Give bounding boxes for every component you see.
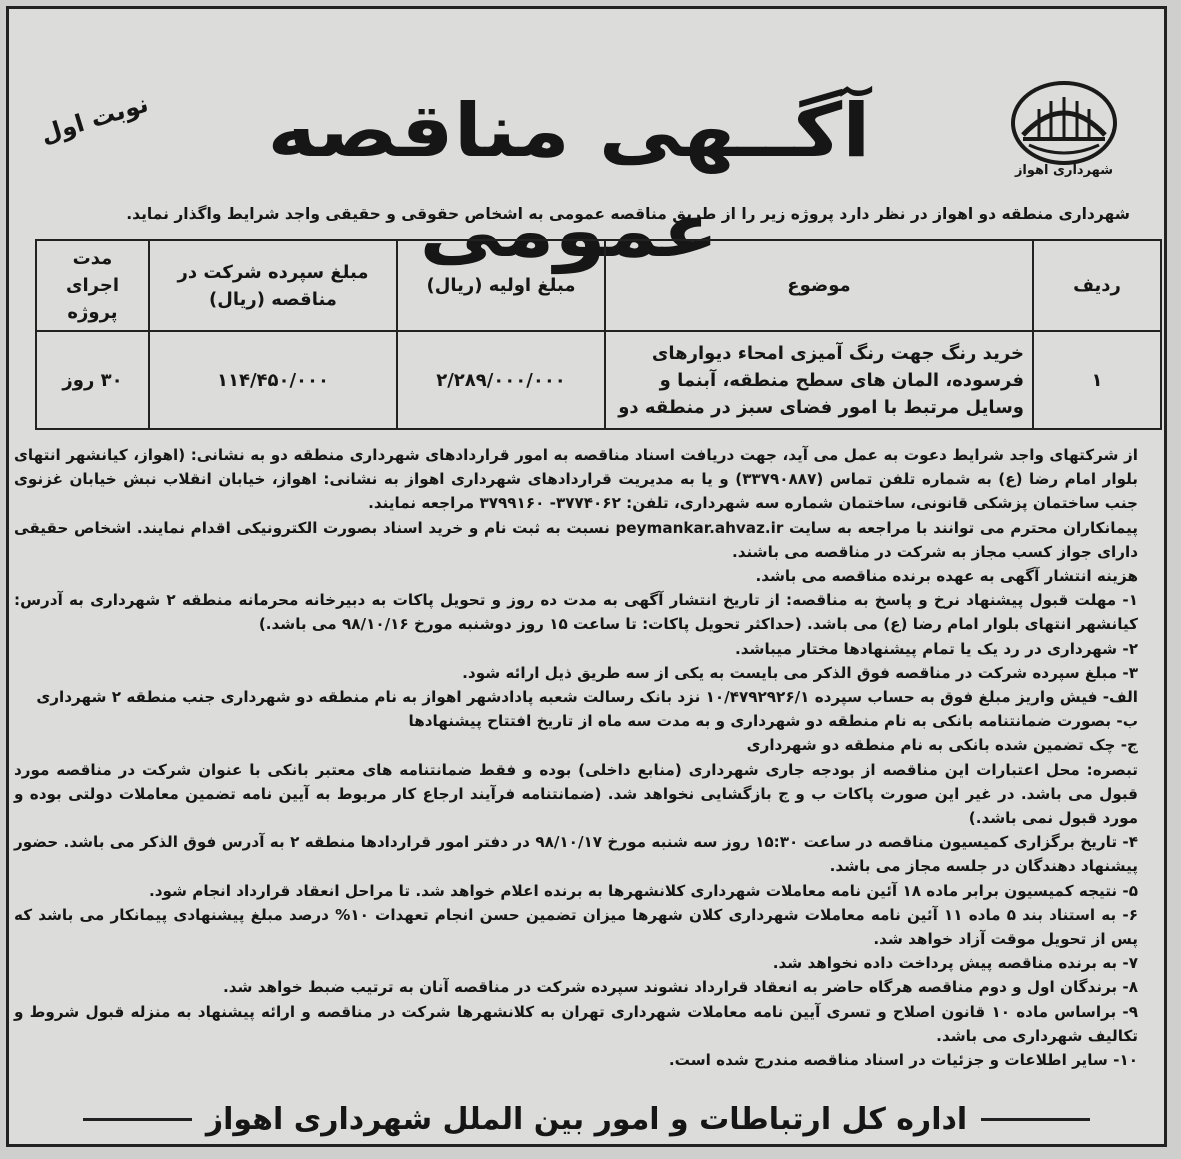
list-item: ۴- تاریخ برگزاری کمیسیون مناقصه در ساعت ۱۵:۳۰ روز سه شنبه مورخ ۹۸/۱۰/۱۷ در دفتر امور قراردادها منطقه ۲ به آدرس فوق الذکر می باشد. حضور پیشنهاد دهندگان در جلسه مجاز می باشد. bbox=[14, 833, 1138, 876]
list-item: ۷- به برنده مناقصه پیش پرداخت داده نخواهد شد. bbox=[772, 954, 1138, 973]
list-item: ۹- براساس ماده ۱۰ قانون اصلاح و تسری آیین نامه معاملات شهرداری تهران به کلانشهرها شرکت در مناقصه و ارائه پیشنهاد به منزله قبول شروط و تکالیف شهرداری می باشد. bbox=[14, 1002, 1139, 1045]
header-subject: موضوع bbox=[605, 240, 1033, 331]
bridge-icon bbox=[1009, 79, 1119, 167]
cell-duration: ۳۰ روز bbox=[36, 331, 149, 429]
page-title: آگــهی مناقصه عمومی bbox=[267, 88, 871, 274]
cell-initial-amount: ۲/۲۸۹/۰۰۰/۰۰۰ bbox=[397, 331, 605, 429]
list-item: ۲- شهرداری در رد یک یا تمام پیشنهادها مختار میباشد. bbox=[735, 639, 1138, 658]
website-text-after: نسبت به ثبت نام و خرید اسناد بصورت الکترونیکی اقدام نمایند. اشخاص حقیقی دارای جواز کسب مجاز به شرکت در مناقصه می باشند. bbox=[14, 518, 1138, 561]
list-item: ب- بصورت ضمانتنامه بانکی به نام منطقه دو شهرداری و به مدت سه ماه از تاریخ افتتاح پیشنهادها bbox=[408, 712, 1138, 731]
logo-caption: شهرداری اهواز bbox=[1014, 163, 1114, 178]
round-label: نوبت اول bbox=[37, 89, 152, 149]
tender-table bbox=[35, 239, 1162, 430]
intro-text: شهرداری منطقه دو اهواز در نظر دارد پروژه زیر را از طریق مناقصه عمومی به اشخاص حقوقی و حقیقی واجد شرایط واگذار نماید. bbox=[126, 205, 1130, 223]
website-link[interactable]: peymankar.ahvaz.ir bbox=[615, 518, 784, 537]
list-item: الف- فیش واریز مبلغ فوق به حساب سپرده ۱۰/۴۷۹۲۹۲۶/۱ نزد بانک رسالت شعبه پادادشهر اهواز به نام منطقه دو شهرداری جنب منطقه ۲ شهرداری bbox=[36, 688, 1138, 707]
cell-row-number: ۱ bbox=[1033, 331, 1161, 429]
cell-subject: خرید رنگ جهت رنگ آمیزی امحاء دیوارهای فرسوده، المان های سطح منطقه، آبنما و وسایل مرتبط با امور فضای سبز در منطقه دو bbox=[605, 331, 1033, 429]
contact-paragraph: از شرکتهای واجد شرایط دعوت به عمل می آید، جهت دریافت اسناد مناقصه به امور قراردادهای شهرداری منطقه دو به نشانی: (اهواز، کیانشهر انتهای بلوار امام رضا (ع) به شماره تلفن تماس (۳۳۷۹۰۸۸۷) و یا به مدیریت قراردادهای شهرداری اهواز به نشانی: اهواز، خیابان انقلاب نبش خیابان غزنوی جنب ساختمان پزشکی قانونی، ساختمان شماره سه شهرداری، تلفن: ۳۷۷۴۰۶۲- ۳۷۹۹۱۶۰ مراجعه نمایند. bbox=[14, 446, 1138, 513]
footer-text: اداره کل ارتباطات و امور بین الملل شهرداری اهواز bbox=[205, 1101, 968, 1137]
list-item: ۱۰- سایر اطلاعات و جزئیات در اسناد مناقصه مندرج شده است. bbox=[668, 1051, 1138, 1070]
notice-body bbox=[14, 443, 1138, 1072]
list-item: ۳- مبلغ سپرده شرکت در مناقصه فوق الذکر می بایست به یکی از سه طریق ذیل ارائه شود. bbox=[462, 663, 1138, 682]
list-item: هزینه انتشار آگهی به عهده برنده مناقصه می باشد. bbox=[755, 567, 1138, 586]
website-text-before: پیمانکاران محترم می توانند با مراجعه به سایت bbox=[789, 518, 1138, 537]
header-initial-amount: مبلغ اولیه (ریال) bbox=[397, 240, 605, 331]
header-row-number: ردیف bbox=[1033, 240, 1161, 331]
list-item: ۶- به استناد بند ۵ ماده ۱۱ آئین نامه معاملات شهرداری کلان شهرها میزان تضمین حسن انجام تعهدات ۱۰% درصد مبلغ پیشنهادی پیمانکار می باشد که پس از تحویل موقت آزاد خواهد شد. bbox=[14, 905, 1138, 949]
notice-sheet bbox=[6, 6, 1167, 1147]
cell-deposit: ۱۱۴/۴۵۰/۰۰۰ bbox=[149, 331, 397, 429]
header-deposit: مبلغ سپرده شرکت در مناقصه (ریال) bbox=[149, 240, 397, 331]
list-item: ۵- نتیجه کمیسیون برابر ماده ۱۸ آئین نامه معاملات شهرداری کلانشهرها به برنده اعلام خواهد شد. تا مراحل انعقاد قرارداد انجام شود. bbox=[148, 881, 1138, 900]
municipality-logo bbox=[1004, 79, 1124, 184]
list-item: ج- چک تضمین شده بانکی به نام منطقه دو شهرداری bbox=[746, 736, 1138, 755]
footer-divider bbox=[83, 1118, 192, 1121]
list-item: ۱- مهلت قبول پیشنهاد نرخ و پاسخ به مناقصه: از تاریخ انتشار آگهی به مدت ده روز و تحویل پاکات به دبیرخانه محرمانه منطقه ۲ شهرداری به آدرس: کیانشهر انتهای بلوار امام رضا (ع) می باشد. (حداکثر تحویل پاکات: تا ساعت ۱۵ روز دوشنبه مورخ ۹۸/۱۰/۱۶ می باشد.) bbox=[14, 591, 1138, 634]
table-row bbox=[36, 331, 1161, 429]
list-item: تبصره: محل اعتبارات این مناقصه از بودجه جاری شهرداری (منابع داخلی) بوده و فقط ضمانتنامه های معتبر بانکی با عنوان شرکت در مناقصه مورد قبول می باشد. در غیر این صورت پاکات ب و ج بازگشایی نخواهد شد. (ضمانتنامه فرآیند ارجاع کار مربوط به آیین نامه تضمین معاملات دولتی بوده و مورد قبول نمی باشد.) bbox=[14, 760, 1138, 828]
footer bbox=[69, 1094, 1104, 1144]
footer-divider bbox=[981, 1118, 1090, 1121]
list-item: ۸- برندگان اول و دوم مناقصه هرگاه حاضر به انعقاد قرارداد نشوند سپرده شرکت در مناقصه آنان به ترتیب ضبط خواهد شد. bbox=[223, 978, 1138, 997]
website-paragraph bbox=[14, 516, 1138, 564]
header-duration: مدت اجرای پروژه bbox=[36, 240, 149, 331]
table-header-row bbox=[36, 240, 1161, 331]
